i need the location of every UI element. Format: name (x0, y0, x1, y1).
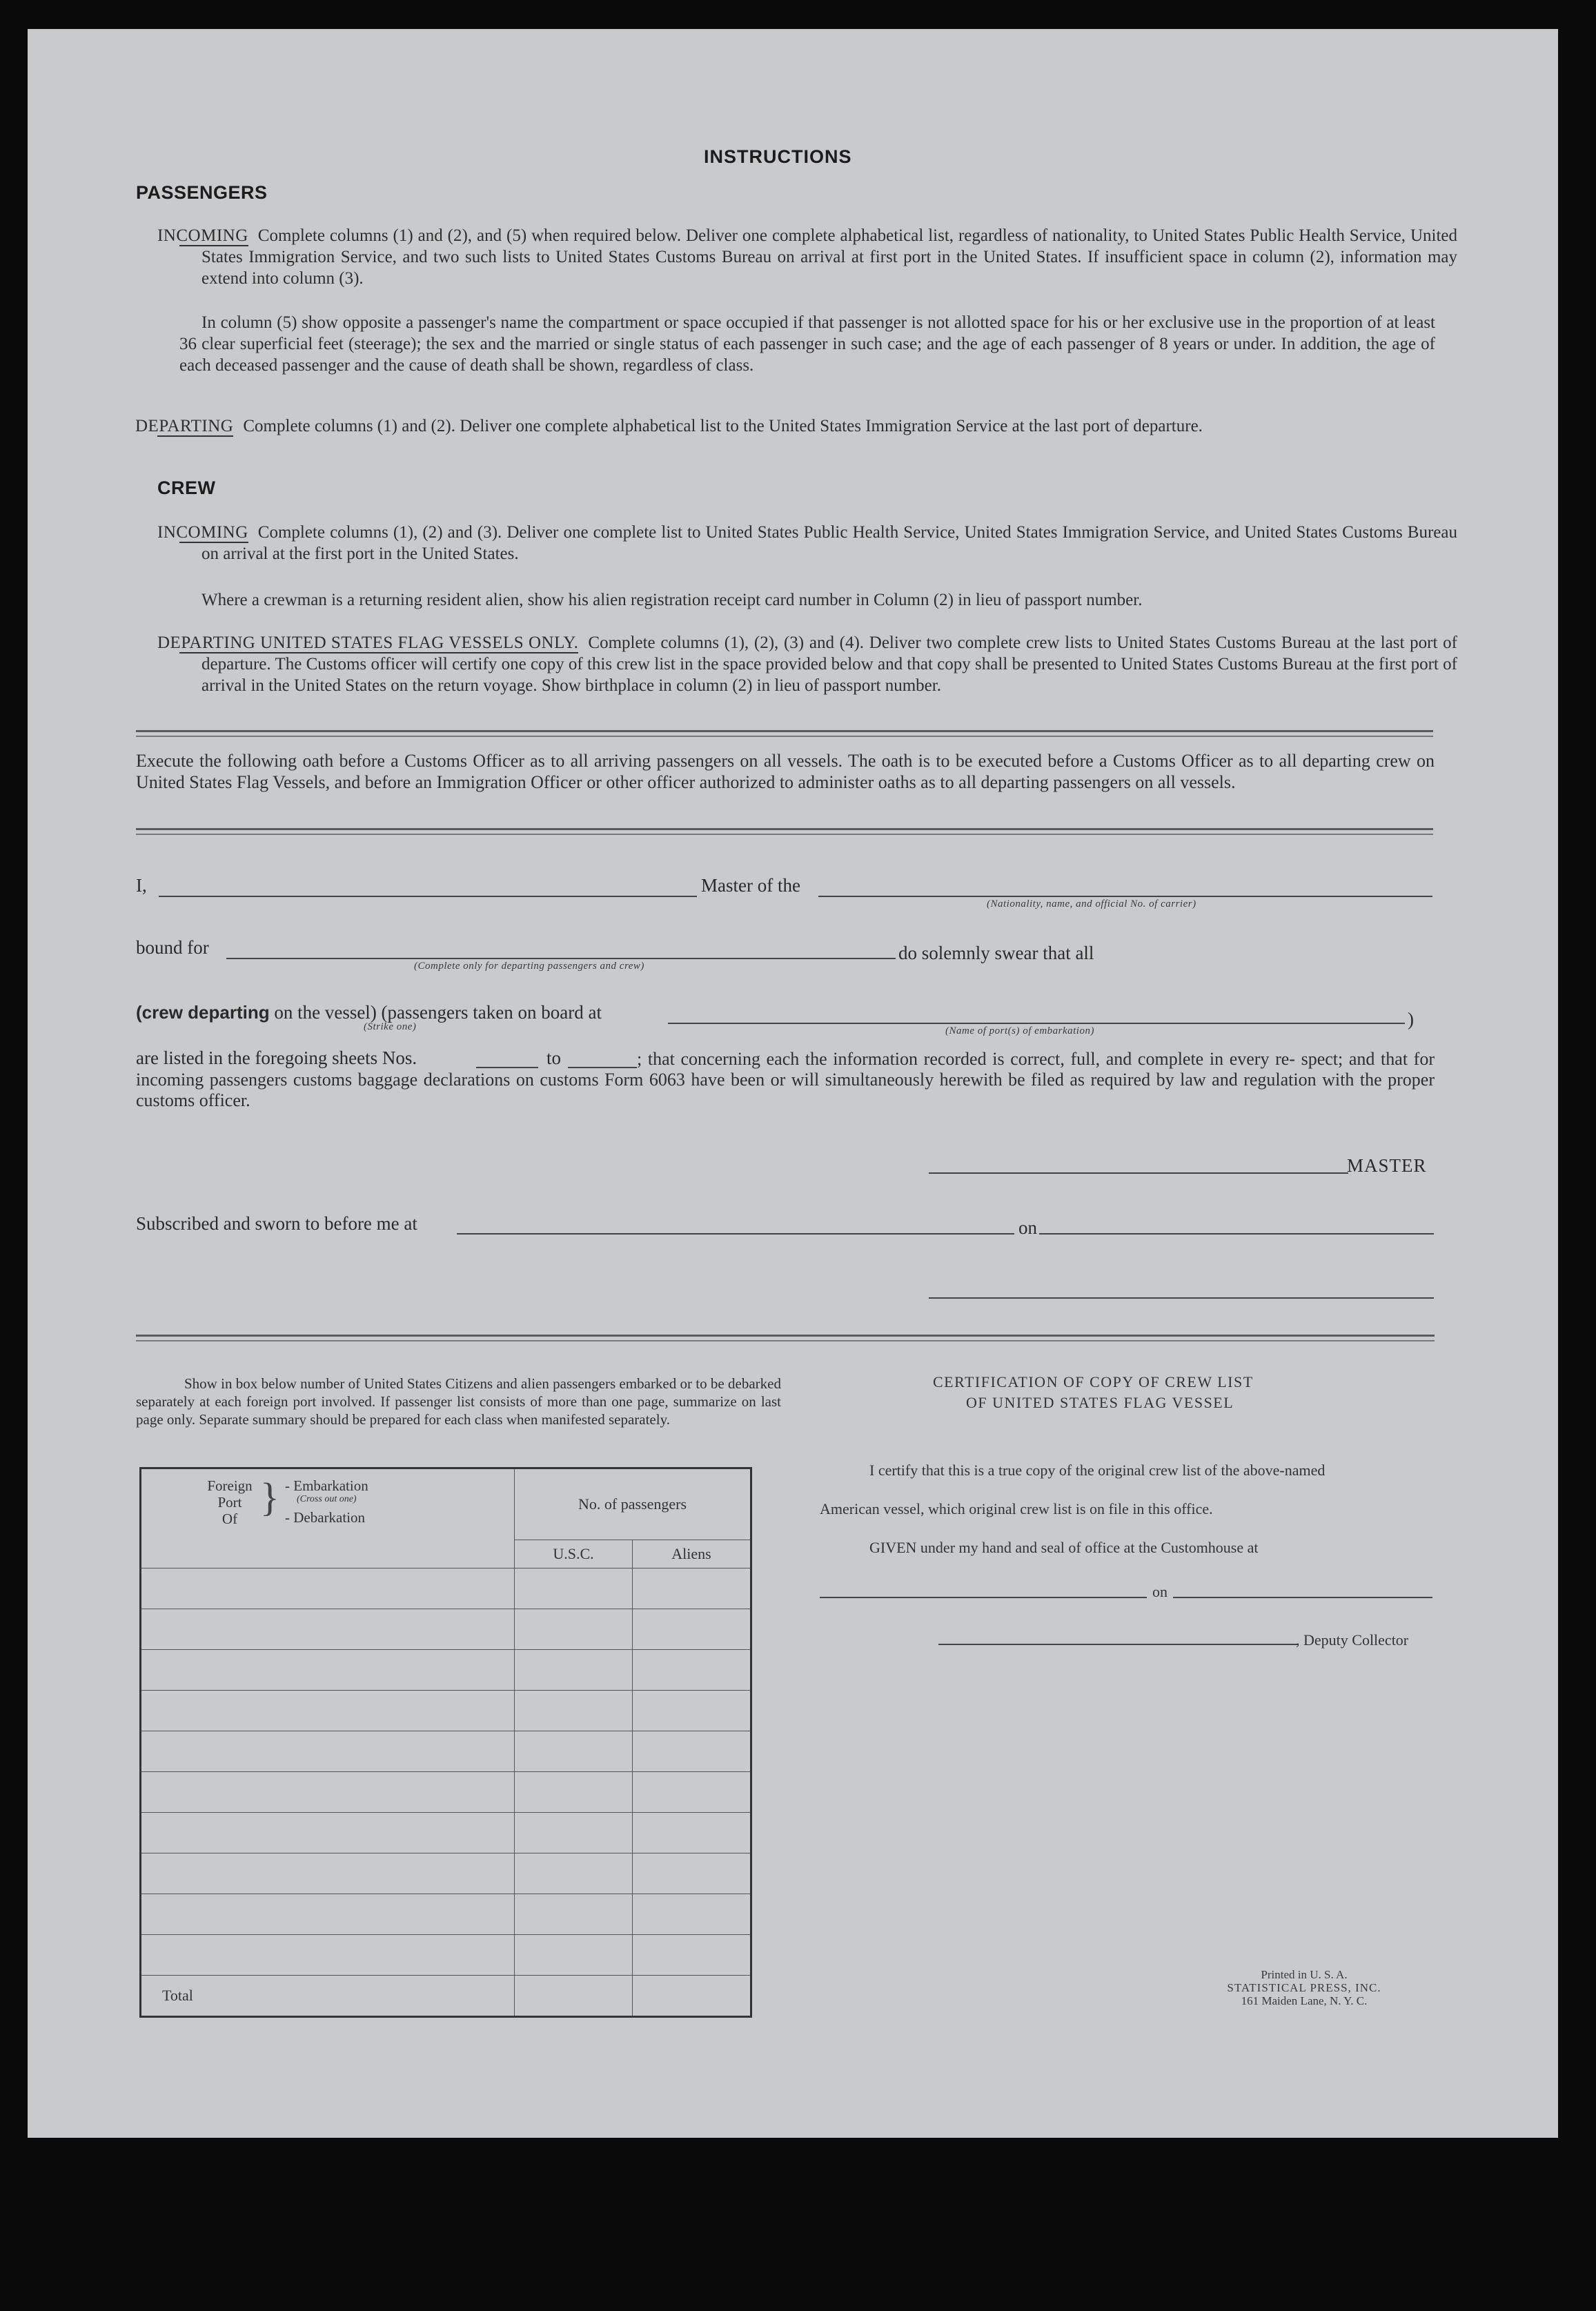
divider (136, 1340, 1435, 1341)
passengers-incoming-text: Complete columns (1) and (2), and (5) when required below. Deliver one complete alphabetical list, regardless of nationality, to United States Public Health Service, United States Immigration Service, and two such lists to United States Customs Bureau on arrival at first port in the United States. If insufficient space in column (2), information may extend into column (3). (201, 226, 1457, 288)
printer-line-1: Printed in U. S. A. (1261, 1968, 1348, 1981)
aliens-cell[interactable] (633, 1772, 751, 1813)
usc-cell[interactable] (515, 1609, 633, 1650)
port-cell[interactable] (141, 1772, 515, 1813)
crew-incoming-lead: INCOMING (157, 523, 248, 542)
brace-icon: } (260, 1475, 279, 1520)
box-instruction: Show in box below number of United States Citizens and alien passengers embarked or to be debarked separately at each foreign port involved. If passenger list consists of more than one page, summarize on last page only. Separate summary should be prepared for each class when manifested separately. (136, 1375, 781, 1428)
listed-to-label: to (546, 1048, 562, 1068)
usc-cell[interactable] (515, 1894, 633, 1935)
form-page (28, 29, 1558, 2138)
crew-incoming-text: Complete columns (1), (2) and (3). Deliver one complete list to United States Public Health Service, United States Immigration Service, and United States Customs Bureau on arrival at the first port in the United States. (201, 523, 1457, 563)
table-row (141, 1731, 751, 1772)
aliens-cell[interactable] (633, 1731, 751, 1772)
listed-label: are listed in the foregoing sheets Nos. (136, 1048, 417, 1068)
port-cell[interactable] (141, 1813, 515, 1853)
aliens-header: Aliens (633, 1540, 751, 1568)
passengers-column5-paragraph: In column (5) show opposite a passenger's name the compartment or space occupied if that passenger is not allotted space for his or her exclusive use in the proportion of at least 36 clear superficial feet (steerage); the sex and the married or single status of each passenger in such case; and the age of each passenger of 8 years or under. In addition, the age of each deceased passenger and the cause of death shall be shown, regardless of class. (179, 313, 1435, 375)
oath-i-label: I, (136, 875, 147, 896)
officer-signature-field[interactable] (929, 1297, 1434, 1299)
bound-for-label: bound for (136, 937, 209, 958)
usc-header: U.S.C. (515, 1540, 633, 1568)
aliens-total-cell[interactable] (633, 1976, 751, 2017)
foreign-port-header (141, 1468, 515, 1568)
printer-imprint (1201, 1968, 1408, 2007)
listed-text-c: spect; and that for incoming passengers customs baggage declarations on customs Form 6063 have been or will simultaneously herewith be filed as required by law and regulation with the proper customs officer. (136, 1049, 1435, 1110)
subscribed-label: Subscribed and sworn to before me at (136, 1213, 417, 1234)
printer-line-3: 161 Maiden Lane, N. Y. C. (1241, 1994, 1368, 2007)
crew-alien-paragraph: Where a crewman is a returning resident alien, show his alien registration receipt card number in Column (2) in lieu of passport number. (201, 591, 1143, 609)
passengers-incoming-paragraph (157, 225, 1457, 289)
usc-cell[interactable] (515, 1568, 633, 1609)
divider (136, 730, 1433, 732)
port-cell[interactable] (141, 1853, 515, 1894)
deputy-signature-field[interactable] (938, 1644, 1297, 1645)
page-title: INSTRUCTIONS (704, 146, 852, 167)
on-the-vessel-label: on the vessel) (passengers taken on board at (274, 1002, 602, 1023)
usc-cell[interactable] (515, 1772, 633, 1813)
divider (136, 736, 1433, 737)
bound-for-hint: (Complete only for departing passengers and crew) (414, 961, 644, 972)
crew-departing-label: (crew departing (136, 1002, 270, 1023)
master-name-field[interactable] (159, 896, 697, 897)
table-row (141, 1568, 751, 1609)
port-cell[interactable] (141, 1731, 515, 1772)
usc-cell[interactable] (515, 1691, 633, 1731)
close-paren: ) (1408, 1009, 1414, 1030)
sworn-place-field[interactable] (457, 1233, 1014, 1235)
certification-title-2: OF UNITED STATES FLAG VESSEL (966, 1394, 1234, 1411)
port-cell[interactable] (141, 1609, 515, 1650)
no-of-passengers-header: No. of passengers (515, 1468, 751, 1540)
table-row (141, 1650, 751, 1691)
aliens-cell[interactable] (633, 1894, 751, 1935)
crew-departing-paragraph (157, 632, 1457, 696)
total-row (141, 1976, 751, 2017)
certification-on-label: on (1152, 1583, 1168, 1600)
usc-cell[interactable] (515, 1935, 633, 1976)
port-cell[interactable] (141, 1935, 515, 1976)
sworn-on-label: on (1018, 1217, 1037, 1238)
oath-instruction: Execute the following oath before a Customs Officer as to all arriving passengers on all vessels. The oath is to be executed before a Customs Officer as to all departing crew on United States Flag Vessels, and before an Immigration Officer or other officer authorized to administer oaths as to all departing passengers on all vessels. (136, 751, 1435, 792)
passengers-departing-text: Complete columns (1) and (2). Deliver one complete alphabetical list to the United States Immigration Service at the last port of departure. (243, 417, 1203, 435)
port-cell[interactable] (141, 1894, 515, 1935)
table-row (141, 1813, 751, 1853)
port-hint: (Name of port(s) of embarkation) (945, 1025, 1094, 1036)
aliens-cell[interactable] (633, 1568, 751, 1609)
strike-one-hint: (Strike one) (364, 1021, 417, 1032)
deputy-collector-label: , Deputy Collector (1296, 1631, 1409, 1649)
passengers-incoming-lead: INCOMING (157, 226, 248, 245)
divider (136, 834, 1433, 835)
crew-heading: CREW (157, 478, 216, 498)
of-label: Of (221, 1511, 238, 1527)
carrier-field[interactable] (818, 896, 1432, 897)
master-signature-field[interactable] (929, 1172, 1348, 1174)
debarkation-option[interactable]: - Debarkation (285, 1509, 366, 1526)
usc-total-cell[interactable] (515, 1976, 633, 2017)
total-label: Total (141, 1976, 515, 2017)
passengers-departing-lead: DEPARTING (135, 417, 234, 435)
bound-for-field[interactable] (226, 958, 896, 959)
foreign-label: Foreign (207, 1477, 253, 1494)
aliens-cell[interactable] (633, 1853, 751, 1894)
certification-date-field[interactable] (1173, 1597, 1432, 1598)
table-row (141, 1772, 751, 1813)
passenger-summary-table (139, 1467, 752, 2018)
table-row (141, 1894, 751, 1935)
usc-cell[interactable] (515, 1853, 633, 1894)
passengers-departing-paragraph (135, 415, 1456, 437)
crew-departing-option[interactable] (136, 1002, 602, 1023)
usc-cell[interactable] (515, 1731, 633, 1772)
printer-line-2: STATISTICAL PRESS, INC. (1227, 1981, 1381, 1994)
aliens-cell[interactable] (633, 1609, 751, 1650)
crew-incoming-paragraph (157, 522, 1457, 564)
certification-title-1: CERTIFICATION OF COPY OF CREW LIST (933, 1373, 1254, 1390)
certification-line-2: American vessel, which original crew list is on file in this office. (820, 1500, 1213, 1517)
swear-label: do solemnly swear that all (898, 943, 1094, 963)
aliens-cell[interactable] (633, 1813, 751, 1853)
table-row (141, 1935, 751, 1976)
listed-text-b: ; that concerning each the information recorded is correct, full, and complete in every re- (637, 1049, 1295, 1069)
usc-cell[interactable] (515, 1813, 633, 1853)
table-row (141, 1853, 751, 1894)
embarkation-option[interactable]: - Embarkation (285, 1477, 368, 1494)
table-row (141, 1691, 751, 1731)
customhouse-field[interactable] (820, 1597, 1147, 1598)
passengers-heading: PASSENGERS (136, 182, 268, 203)
port-label: Port (217, 1494, 242, 1511)
cross-out-hint: (Cross out one) (297, 1494, 357, 1504)
aliens-cell[interactable] (633, 1691, 751, 1731)
divider (136, 1335, 1435, 1337)
listed-paragraph (136, 1049, 1435, 1111)
aliens-cell[interactable] (633, 1650, 751, 1691)
port-cell[interactable] (141, 1568, 515, 1609)
sworn-date-field[interactable] (1039, 1233, 1434, 1235)
crew-departing-lead: DEPARTING UNITED STATES FLAG VESSELS ONLY. (157, 633, 579, 652)
divider (136, 828, 1433, 830)
table-row (141, 1609, 751, 1650)
embarkation-port-field[interactable] (668, 1023, 1405, 1024)
aliens-cell[interactable] (633, 1935, 751, 1976)
usc-cell[interactable] (515, 1650, 633, 1691)
foreign-port-of-label (202, 1477, 257, 1527)
master-label: MASTER (1347, 1155, 1427, 1176)
master-of-the-label: Master of the (701, 875, 800, 896)
crew-departing-text: Complete columns (1), (2), (3) and (4). Deliver two complete crew lists to United States Customs Bureau at the last port of departure. The Customs officer will certify one copy of this crew list in the space provided below and that copy shall be presented to United States Customs Bureau at the first port of arrival in the United States on the return voyage. Show birthplace in column (2) in lieu of passport number. (201, 633, 1457, 695)
certification-line-1: I certify that this is a true copy of the original crew list of the above-named (869, 1462, 1326, 1479)
port-cell[interactable] (141, 1650, 515, 1691)
port-cell[interactable] (141, 1691, 515, 1731)
certification-line-3: GIVEN under my hand and seal of office at the Customhouse at (869, 1539, 1259, 1556)
carrier-hint: (Nationality, name, and official No. of carrier) (987, 898, 1196, 909)
